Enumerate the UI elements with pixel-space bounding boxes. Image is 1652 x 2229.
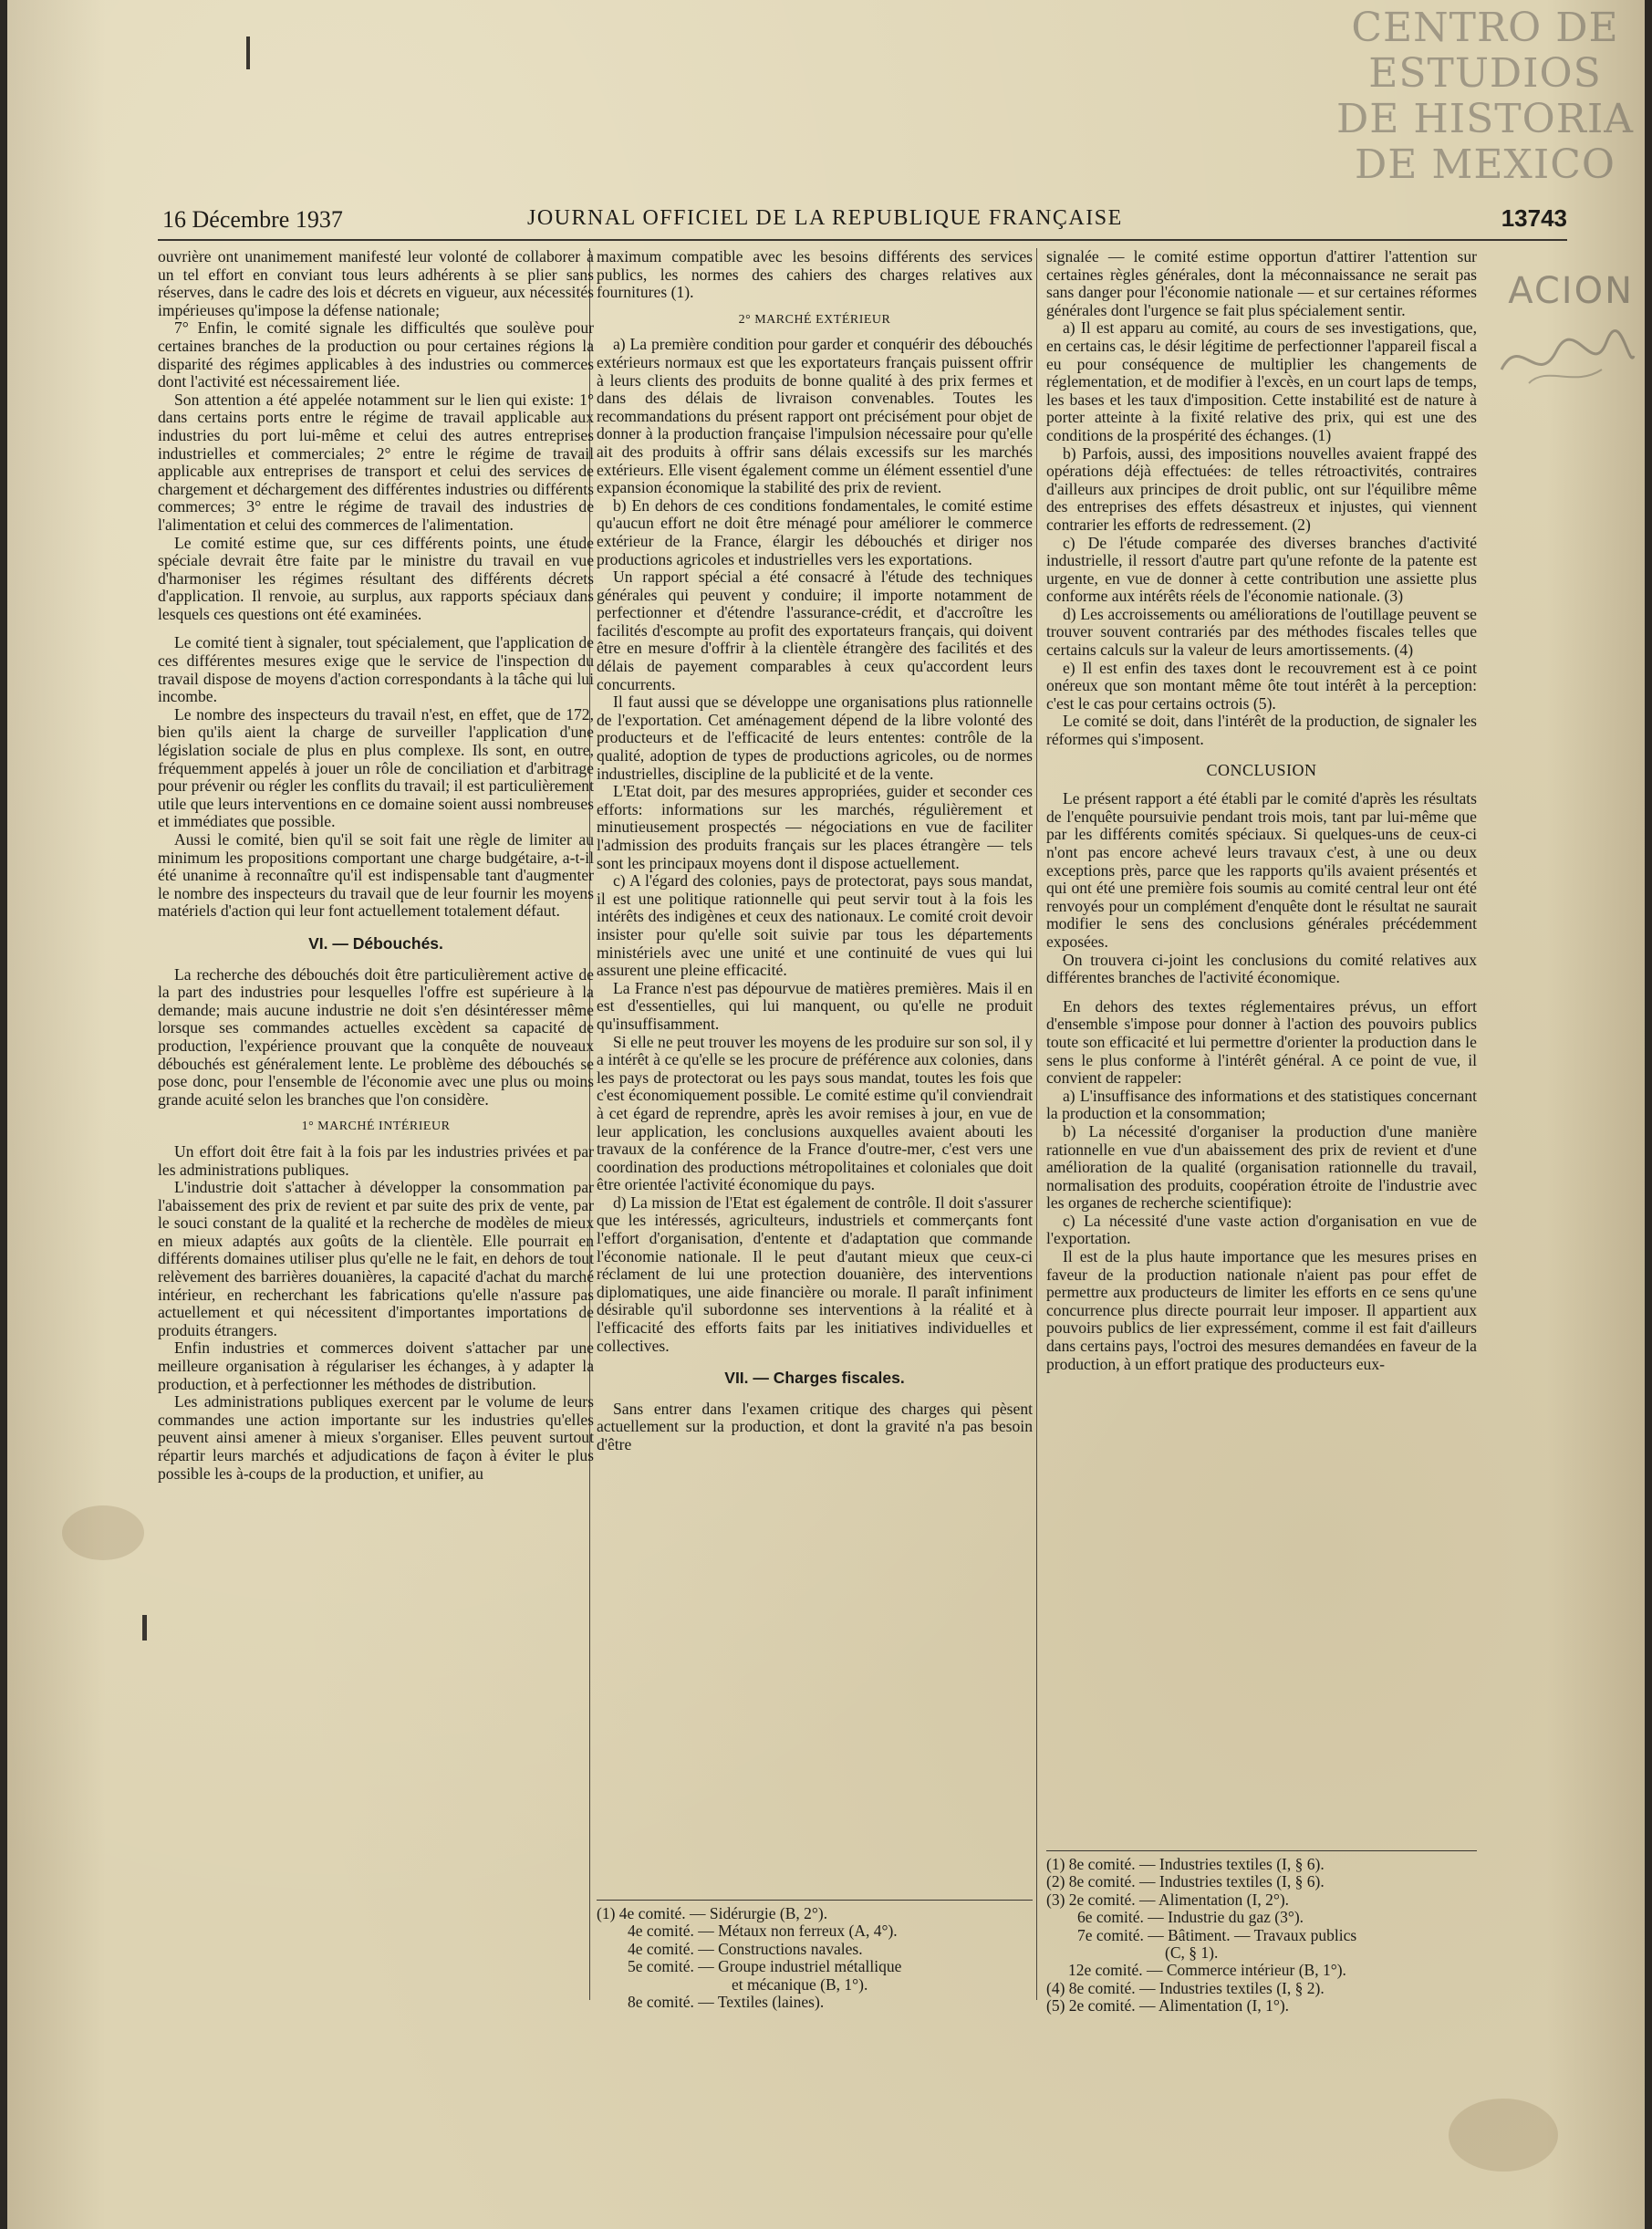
paragraph: Le comité tient à signaler, tout spécialement, que l'application de ces différentes mesures exige que le service de l'inspection du travail dispose de moyens d'action correspondants à la tâche qui lui incombe. bbox=[158, 633, 594, 706]
text-column-3 bbox=[1046, 248, 1477, 1373]
paragraph: Aussi le comité, bien qu'il se soit fait une règle de limiter au minimum les propositions comportant une charge budgétaire, a-t-il été unanime à reconnaître qu'il est indispensable tant d'augmenter le nombre des inspecteurs du travail que de leur fournir les moyens matériels d'action qui leur font actuellement totalement défaut. bbox=[158, 830, 594, 921]
paragraph: Enfin industries et commerces doivent s'attacher par une meilleure organisation à régulariser les échanges, à y adapter la production, et à perfectionner les méthodes de distribution. bbox=[158, 1338, 594, 1393]
signature-mark bbox=[1492, 315, 1638, 397]
paragraph: c) De l'étude comparée des diverses branches d'activité industrielle, il ressort d'autre part qu'une refonte de la patente est urgente, en vue de donner à cette contribution une assiette plus conforme aux intérêts réels de l'économie nationale. (3) bbox=[1046, 533, 1477, 606]
paragraph: Il est de la plus haute importance que les mesures prises en faveur de la production nationale n'aient pas pour effet de permettre aux producteurs de limiter les efforts en ce sens qu'une concurrence plus directe pourrait leur imposer. Il appartient aux pouvoirs publics de lier expressément, comme il est fait d'ailleurs dans certains pays, l'octroi des mesures demandées en faveur de la production, à un effort pratique des producteurs eux- bbox=[1046, 1247, 1477, 1373]
text-column-1 bbox=[158, 248, 594, 1483]
paragraph: b) En dehors de ces conditions fondamentales, le comité estime qu'aucun effort ne doit être ménagé pour améliorer le commerce extérieur de la France, élargir les débouchés et diriger nos productions agricoles et industrielles vers les exportations. bbox=[597, 495, 1033, 568]
section-heading: VII. — Charges fiscales. bbox=[724, 1369, 905, 1388]
paragraph: d) La mission de l'Etat est également de contrôle. Il doit s'assurer que les intéressés, agriculteurs, industriels et commerçants font l'effort d'organisation, d'entente et d'adaptation que commande l'économie nationale. Il le peut d'autant mieux que ceux-ci réclament de lui une protection douanière, des interventions diplomatiques, une aide financière ou morale. Il paraît infiniment désirable qu'il subordonne ses interventions à la réalité et à l'efficacité des efforts faits par les initiatives individuelles et collectives. bbox=[597, 1193, 1033, 1355]
document-page bbox=[7, 0, 1645, 2229]
footnote: 6e comité. — Industrie du gaz (3°). bbox=[1077, 1908, 1304, 1927]
footnote: 12e comité. — Commerce intérieur (B, 1°). bbox=[1068, 1961, 1346, 1980]
column-divider bbox=[1036, 248, 1037, 2000]
paragraph: L'Etat doit, par des mesures appropriées, guider et seconder ces efforts: informations sur les marchés, régulièrement et minutieusement prospectés — négociations en vue de faciliter l'admission des produits français sur les places étrangère — tels sont les principaux moyens dont il dispose actuellement. bbox=[597, 782, 1033, 872]
footnote: 4e comité. — Constructions navales. bbox=[628, 1939, 863, 1958]
paragraph: Il faut aussi que se développe une organisations plus rationnelle de l'exportation. Cet aménagement dépend de la libre volonté des producteurs et de l'efficacité de leurs ententes: contrôle de la qualité, adoption de types de productions agricoles, ou de normes industrielles, discipline de la publicité et de la vente. bbox=[597, 693, 1033, 783]
footnote: 5e comité. — Groupe industriel métallique bbox=[628, 1957, 902, 1976]
paragraph: Un effort doit être fait à la fois par les industries privées et par les administrations publiques. bbox=[158, 1141, 594, 1179]
page-header bbox=[162, 203, 1567, 235]
margin-mark bbox=[142, 1615, 147, 1641]
paragraph: On trouvera ci-joint les conclusions du comité relatives aux différentes branches de l'activité économique. bbox=[1046, 950, 1477, 987]
paragraph: La France n'est pas dépourvue de matières premières. Mais il en est d'essentielles, qui lui manquent, ou qu'elle ne produit qu'insuffisamment. bbox=[597, 978, 1033, 1033]
footnote-rule bbox=[597, 1900, 1033, 1901]
margin-mark bbox=[246, 36, 250, 69]
footnote: 8e comité. — Textiles (laines). bbox=[628, 1993, 825, 2012]
stamp-line-4: DE MEXICO bbox=[1355, 141, 1616, 188]
subsection-heading: 1° MARCHÉ INTÉRIEUR bbox=[301, 1120, 451, 1134]
paragraph: Le présent rapport a été établi par le comité d'après les résultats de l'enquête poursuivie pendant trois mois, tant par lui-même que par les différents comités spéciaux. Si quelques-uns de ceux-ci n'ont pas encore achevé leurs travaux c'est, à une ou deux exceptions près, parce que les rapports qu'ils avaient présentés et qui ont été une première fois soumis au comité central leur ont été renvoyés pour un complément d'enquête dont le résultat ne saurait modifier le sens des conclusions générales précédemment exposées. bbox=[1046, 789, 1477, 951]
stamp-line-2: ESTUDIOS bbox=[1368, 50, 1602, 97]
paragraph: d) Les accroissements ou améliorations de l'outillage peuvent se trouver souvent contrariés par des méthodes fiscales telles que certains calculs sur la valeur de leurs amortissements. (4) bbox=[1046, 604, 1477, 660]
paragraph: c) A l'égard des colonies, pays de protectorat, pays sous mandat, il est une politique rationnelle qui peut servir tout à la fois les intérêts des indigènes et ceux des nationaux. Le comité croit devoir insister pour qu'elle soit suivie par tous les départements ministériels avec une unité et une continuité de vues qui lui assurent une pleine efficacité. bbox=[597, 871, 1033, 980]
archive-stamp bbox=[1335, 5, 1636, 188]
paragraph: maximum compatible avec les besoins différents des services publics, les normes des cahiers des charges relatives aux fournitures (1). bbox=[597, 247, 1033, 302]
paragraph: Sans entrer dans l'examen critique des charges qui pèsent actuellement sur la production, et dont la gravité n'a pas besoin d'être bbox=[597, 1399, 1033, 1453]
footnote: (3) 2e comité. — Alimentation (I, 2°). bbox=[1046, 1890, 1290, 1909]
footnote: (C, § 1). bbox=[1165, 1943, 1219, 1963]
subsection-heading: 2° MARCHÉ EXTÉRIEUR bbox=[738, 312, 891, 327]
paragraph: ouvrière ont unanimement manifesté leur volonté de collaborer à un tel effort en conviant tous leurs adhérents à se plier sans réserves, dans le cadre des lois et décrets en vigueur, aux nécessités impérieuses qu'impose la défense nationale; bbox=[158, 247, 594, 319]
paragraph: En dehors des textes réglementaires prévus, un effort d'ensemble s'impose pour donner à l'action des pouvoirs publics toute son efficacité et lui permettre d'orienter la production dans le sens le plus conforme à l'intérêt général. A ce point de vue, il convient de rappeler: bbox=[1046, 996, 1477, 1088]
header-page-number: 13743 bbox=[1501, 204, 1567, 232]
paragraph: a) Il est apparu au comité, au cours de ses investigations, que, en certains cas, le désir légitime de perfectionner l'appareil fiscal a eu pour conséquence de multiplier les changements de réglementation, et de modifier à l'excès, en un court laps de temps, les bases et les taux d'imposition. Cette instabilité est de nature à porter atteinte à la fixité relative des prix, qui est une des conditions de la prospérité des échanges. (1) bbox=[1046, 318, 1477, 444]
paragraph: Le comité estime que, sur ces différents points, une étude spéciale devrait être faite par le ministre du travail en vue d'harmoniser les régimes résultant des différents décrets d'application. Il renvoie, au surplus, aux rapports spéciaux dans lesquels ces questions ont été examinées. bbox=[158, 533, 594, 623]
header-date: 16 Décembre 1937 bbox=[162, 206, 343, 233]
paragraph: Le nombre des inspecteurs du travail n'est, en effet, que de 172, bien qu'ils aient la charge de surveiller l'application d'une législation sociale de plus en plus complexe. Ils sont, en outre, fréquemment appelés à jouer un rôle de conciliation et d'arbitrage pour prévenir ou régler les conflits du travail; il est particulièrement utile que leurs interventions en ce domaine soient aussi nombreuses et immédiates que possible. bbox=[158, 704, 594, 831]
footnote: 4e comité. — Métaux non ferreux (A, 4°). bbox=[628, 1922, 898, 1941]
paragraph: c) La nécessité d'une vaste action d'organisation en vue de l'exportation. bbox=[1046, 1211, 1477, 1248]
stamp-line-5: ACION bbox=[1508, 270, 1634, 312]
paragraph: Si elle ne peut trouver les moyens de les produire sur son sol, il y a intérêt à ce qu'elle se les procure de préférence aux colonies, dans les pays de protectorat ou les pays sous mandat, toutes les fois que c'est économiquement possible. Le comité estime qu'il conviendrait à cet égard de reprendre, après les avoir remises à jour, en vue de leur application, les conclusions auxquelles avaient abouti les travaux de la conférence de la France d'outre-mer, c'est vers une coordination des productions métropolitaines et coloniales que doit être orientée l'activité économique du pays. bbox=[597, 1032, 1033, 1194]
paragraph: e) Il est enfin des taxes dont le recouvrement est à ce point onéreux que son montant même ôte tout intérêt à la perception: c'est le cas pour certains octrois (5). bbox=[1046, 658, 1477, 713]
paper-stain bbox=[1449, 2099, 1558, 2172]
paragraph: Les administrations publiques exercent par le volume de leurs commandes une action importante sur les industries qu'elles peuvent ainsi amener à mieux s'organiser. Elles peuvent surtout répartir leurs marchés et adjudications de façon à éviter le plus possible les à-coups de la production, et unifier, au bbox=[158, 1392, 594, 1483]
paragraph: Un rapport spécial a été consacré à l'étude des techniques générales qui peuvent y conduire; il importe notamment de perfectionner et d'étendre l'assurance-crédit, et d'accroître les facilités d'escompte au profit des exportateurs français, qui doivent être en mesure d'offrir à la clientèle étrangère des facilités et des délais de payement comparables à ceux qu'accordent leurs concurrents. bbox=[597, 568, 1033, 693]
footnote: (1) 8e comité. — Industries textiles (I, § 6). bbox=[1046, 1855, 1325, 1873]
paragraph: b) La nécessité d'organiser la production d'une manière rationnelle en vue d'un abaissement des prix de revient et d'une amélioration de la qualité (organisation rationnelle du travail, normalisation des produits, coopération étroite de l'industrie avec les organes de recherche scientifique): bbox=[1046, 1121, 1477, 1213]
stamp-line-3: DE HISTORIA bbox=[1336, 96, 1634, 142]
header-journal-title: JOURNAL OFFICIEL DE LA REPUBLIQUE FRANÇAISE bbox=[527, 206, 1123, 230]
paragraph: L'industrie doit s'attacher à développer la consommation par l'abaissement des prix de revient et par suite des prix de vente, par le souci constant de la qualité et la recherche de modèles de mieux en mieux adaptés aux goûts de la clientèle. Elle pourrait en différents domaines utiliser plus qu'elle ne le fait, en dehors de tout relèvement des barrières douanières, la capacité d'achat du marché intérieur, en recherchant les fabrications qu'elle n'assure pas actuellement et qui nécessitent d'importantes importations de produits étrangers. bbox=[158, 1178, 594, 1339]
paragraph: a) La première condition pour garder et conquérir des débouchés extérieurs normaux est que les exportateurs français puissent offrir à leurs clients des produits de bonne qualité à des prix fermes et dans des délais de livraison convenables. Toutes les recommandations du présent rapport ont précisément pour objet de donner à la production française l'impulsion nécessaire pour qu'elle ait des produits à offrir sans délais excessifs sur les marchés extérieurs. Elle visent également comme un élément essentiel d'une expansion économique la stabilité des prix de revient. bbox=[597, 335, 1033, 497]
footnote: (5) 2e comité. — Alimentation (I, 1°). bbox=[1046, 1996, 1290, 2015]
paragraph: Le comité se doit, dans l'intérêt de la production, de signaler les réformes qui s'imposent. bbox=[1046, 712, 1477, 749]
paragraph: La recherche des débouchés doit être particulièrement active de la part des industries pour lesquelles l'offre est supérieure à la demande; mais aucune industrie ne doit s'en désintéresser même lorsque ses commandes actuelles excèdent sa capacité de production, l'expérience prouvant que la conquête de nouveaux débouchés est généralement lente. Le problème des débouchés se pose donc, pour l'ensemble de l'économie avec une plus ou moins grande acuité selon les branches que l'on considère. bbox=[158, 964, 594, 1109]
footnote-rule bbox=[1046, 1850, 1477, 1851]
paragraph: signalée — le comité estime opportun d'attirer l'attention sur certaines règles générales, dont la méconnaissance ne serait pas sans danger pour l'économie nationale — et sur certaines réformes générales dont l'urgence se fait plus spécialement sentir. bbox=[1046, 247, 1477, 319]
text-column-2 bbox=[597, 248, 1033, 1454]
conclusion-heading: CONCLUSION bbox=[1206, 760, 1317, 779]
footnote: et mécanique (B, 1°). bbox=[732, 1974, 868, 1994]
paragraph: b) Parfois, aussi, des impositions nouvelles avaient frappé des opérations déjà effectuées: de telles rétroactivités, contraires d'ailleurs aux principes de droit public, ont sur l'équilibre même des entreprises des effets désastreux et injustes, qui viennent contrarier les efforts de redressement. (2) bbox=[1046, 443, 1477, 534]
footnote: (1) 4e comité. — Sidérurgie (B, 2°). bbox=[597, 1904, 828, 1922]
stamp-line-1: CENTRO DE bbox=[1351, 5, 1619, 51]
footnote: 7e comité. — Bâtiment. — Travaux publics bbox=[1077, 1925, 1357, 1944]
header-rule bbox=[158, 239, 1567, 241]
footnote: (2) 8e comité. — Industries textiles (I, § 6). bbox=[1046, 1872, 1325, 1891]
section-heading: VI. — Débouchés. bbox=[308, 933, 443, 953]
paragraph: a) L'insuffisance des informations et des statistiques concernant la production et la consommation; bbox=[1046, 1086, 1477, 1123]
footnotes-column-2 bbox=[597, 1905, 901, 2011]
footnote: (4) 8e comité. — Industries textiles (I, § 2). bbox=[1046, 1978, 1325, 1997]
paragraph: Son attention a été appelée notamment sur le lien qui existe: 1° dans certains ports entre le régime de travail applicable aux industries du port lui-même et celui des autres entreprises industrielles et commerciales; 2° entre le régime de travail applicable aux entreprises de transport et celui des services de chargement et déchargement des différentes industries ou différents commerces; 3° entre le régime de travail des industries de l'alimentation et celui des commerces de l'alimentation. bbox=[158, 390, 594, 534]
paragraph: 7° Enfin, le comité signale les difficultés que soulève pour certaines branches de la production ou pour certaines régions la disparité des régimes applicables à des industries ou commerces dont l'activité est nécessairement liée. bbox=[158, 318, 594, 391]
footnotes-column-3 bbox=[1046, 1856, 1356, 2015]
paper-stain bbox=[62, 1505, 144, 1560]
